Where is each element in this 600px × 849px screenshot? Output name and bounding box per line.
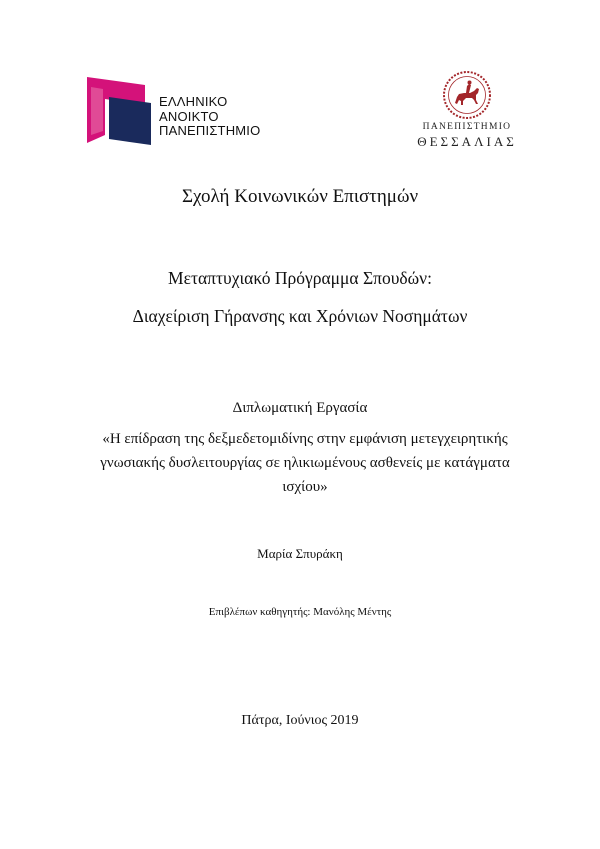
thesis-label: Διπλωματική Εργασία xyxy=(232,400,368,416)
horseman-seal-icon xyxy=(442,70,492,120)
logo-name-line-2: ΑΝΟΙΚΤΟ xyxy=(159,108,219,124)
university-of-thessaly-logo xyxy=(402,70,532,152)
hellenic-open-university-logo xyxy=(85,75,270,147)
supervisor-line: Επιβλέπων καθηγητής: Μανόλης Μέντης xyxy=(208,606,392,618)
thesis-title: «Η επίδραση της δεξμεδετομιδίνης στην εμφάνιση μετεγχειρητικής γνωσιακής δυσλειτουργίας σε ηλικιωμένους ασθενείς με κατάγματα ισχίου» xyxy=(100,431,510,495)
university-name-line-2: ΘΕΣΣΑΛΙΑΣ xyxy=(417,134,517,149)
place-and-date: Πάτρα, Ιούνιος 2019 xyxy=(241,713,359,728)
hellenic-open-university-name xyxy=(159,95,260,139)
school-name: Σχολή Κοινωνικών Επιστημών xyxy=(181,186,419,207)
program-name: Διαχείριση Γήρανσης και Χρόνιων Νοσημάτων xyxy=(132,306,468,326)
logo-name-line-3: ΠΑΝΕΠΙΣΤΗΜΙΟ xyxy=(159,123,261,138)
logo-name-line-1: ΕΛΛΗΝΙΚΟ xyxy=(159,94,228,109)
university-name-line-1: ΠΑΝΕΠΙΣΤΗΜΙΟ xyxy=(422,122,512,132)
program-label: Μεταπτυχιακό Πρόγραμμα Σπουδών: xyxy=(168,268,432,288)
hellenic-open-university-emblem-icon xyxy=(85,75,153,147)
author-name: Μαρία Σπυράκη xyxy=(257,546,343,561)
